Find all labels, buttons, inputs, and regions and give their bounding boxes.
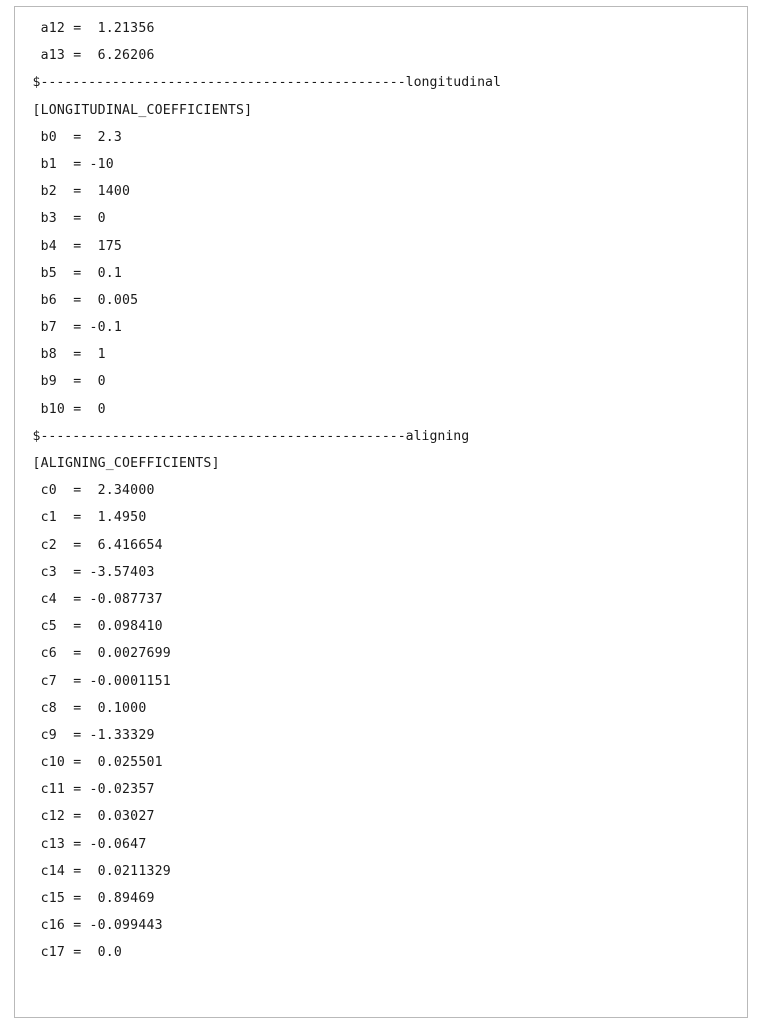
listing-line: $----------------------------------------------longitudinal xyxy=(32,75,501,91)
listing-line: c9 = -1.33329 xyxy=(32,727,155,743)
listing-line: b4 = 175 xyxy=(32,238,123,254)
listing-line: c1 = 1.4950 xyxy=(32,510,147,526)
listing-line: c12 = 0.03027 xyxy=(32,809,155,825)
listing-line: c10 = 0.025501 xyxy=(32,755,163,771)
listing-line: $----------------------------------------------aligning xyxy=(32,428,470,444)
listing-line: c15 = 0.89469 xyxy=(32,891,155,906)
listing-line: b3 = 0 xyxy=(32,211,106,227)
listing-line: b5 = 0.1 xyxy=(32,265,123,281)
listing-line: b8 = 1 xyxy=(32,347,106,363)
listing-line: c16 = -0.099443 xyxy=(32,918,163,934)
listing-line: b10 = 0 xyxy=(32,401,106,417)
listing-line: b1 = -10 xyxy=(32,156,114,172)
listing-line: c2 = 6.416654 xyxy=(32,537,163,553)
listing-line: a13 = 6.26206 xyxy=(32,48,155,64)
listing-line: b7 = -0.1 xyxy=(32,320,123,336)
listing-line: c8 = 0.1000 xyxy=(32,700,147,716)
listing-line: a12 = 1.21356 xyxy=(32,21,155,36)
listing-line: c17 = 0.0 xyxy=(32,945,123,961)
listing-line: b0 = 2.3 xyxy=(32,129,123,145)
listing-line: b2 = 1400 xyxy=(32,184,131,200)
listing-line: c14 = 0.0211329 xyxy=(32,863,171,879)
code-listing-frame xyxy=(14,6,748,1018)
listing-line: c5 = 0.098410 xyxy=(32,619,163,635)
parameter-listing xyxy=(33,15,737,967)
listing-line: b6 = 0.005 xyxy=(32,292,139,308)
listing-line: [LONGITUDINAL_COEFFICIENTS] xyxy=(32,102,253,118)
listing-line: c4 = -0.087737 xyxy=(32,591,163,607)
listing-line: c6 = 0.0027699 xyxy=(32,646,171,662)
listing-line: c11 = -0.02357 xyxy=(32,782,155,798)
listing-line: c0 = 2.34000 xyxy=(32,483,155,499)
listing-line: c7 = -0.0001151 xyxy=(32,673,171,689)
listing-line: [ALIGNING_COEFFICIENTS] xyxy=(32,456,220,471)
listing-line: b9 = 0 xyxy=(32,374,106,390)
listing-line: c13 = -0.0647 xyxy=(32,836,147,852)
listing-line: c3 = -3.57403 xyxy=(32,564,155,580)
